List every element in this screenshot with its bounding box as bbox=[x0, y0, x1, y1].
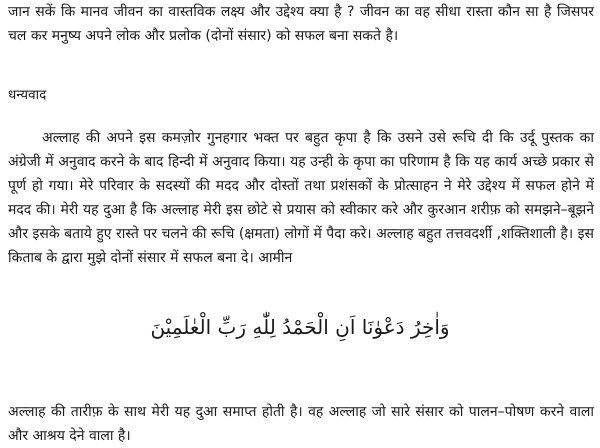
thanks-paragraph: अल्लाह की अपने इस कमज़ोर गुनहगार भक्त पर बहुत कृपा है कि उसने उसे रूचि दी कि उर्दू पुस्तक का अंग्रेजी में अनुवाद करने के बाद हिन्दी में अनुवाद किया। यह उन्ही के कृपा का परिणाम है कि यह कार्य अच्छे प्रकार से पूर्ण हो गया। मेरे परिवार के सदस्यों की मदद और दोस्तों तथा प्रशंसकों के प्रोत्साहन ने मेरे उद्देश्य में सफल होने में मदद की। मेरी यह दुआ है कि अल्लाह मेरी इस छोटे से प्रयास को स्वीकार करे और कुरआन शरीफ़ को समझने–बूझने और इसके बताये हुए रास्ते पर चलने की रूचि (क्षमता) लोगों में पैदा करे। अल्लाह बहुत तत्तवदर्शी ,शक्तिशाली है। इस किताब के द्वारा मुझे दोनों संसार में सफल बना दे। आमीन bbox=[8, 130, 594, 266]
thanks-heading: धन्यवाद bbox=[8, 87, 47, 103]
closing-paragraph: अल्लाह की तारीफ़ के साथ मेरी यह दुआ समाप्त होती है। वह अल्लाह जो सारे संसार को पालन–पोषण करने वाला और आश्रय देने वाला है। bbox=[8, 404, 594, 444]
intro-paragraph: जान सकें कि मानव जीवन का वास्तविक लक्ष्य और उद्देश्य क्या है ? जीवन का वह सीधा रास्ता कौन सा है जिसपर चल कर मनुष्य अपने लोक और प्रलोक (दोनों संसार) को सफल बना सकते है। bbox=[8, 4, 594, 44]
arabic-verse: وَاٰخِرُ دَعْوٰنَا اَنِ الْحَمْدُ لِلّٰهِ رَبِّ الْعٰلَمِيْنَ bbox=[150, 315, 450, 339]
